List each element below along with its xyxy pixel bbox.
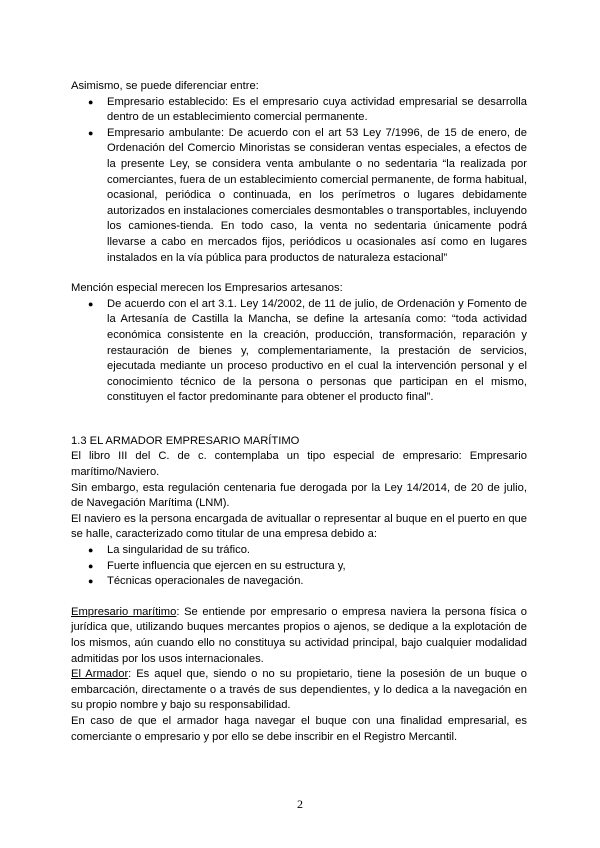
term-maritime: Empresario marítimo (71, 605, 177, 618)
list-item-text: Empresario establecido: Es el empresario cuya actividad empresarial se desarrolla dentro de un establecimiento comercial permanente. (107, 95, 527, 124)
list-item (71, 95, 527, 126)
definition-armador (71, 667, 527, 714)
definition-text: : Es aquel que, siendo o no su propietario, tiene la posesión de un buque o embarcación, directamente o a través de sus dependientes, y lo dedica a la navegación en su propio nombre y bajo su responsabilidad. (71, 668, 527, 712)
list-item (71, 297, 527, 406)
list-item (71, 574, 527, 590)
page-number: 2 (297, 797, 303, 811)
paragraph: Sin embargo, esta regulación centenaria fue derogada por la Ley 14/2014, de 20 de julio, de Navegación Marítima (LNM). (71, 481, 527, 510)
list-item-text: Empresario ambulante: De acuerdo con el art 53 Ley 7/1996, de 15 de enero, de Ordenación del Comercio Minoristas se consideran ventas especiales, a efectos de la presente Ley, se considera venta ambulante o no sedentaria “la realizada por comerciantes, fuera de un establecimiento comercial permanente, de forma habitual, ocasional, periódica o continuada, en los perímetros o lugares debidamente autorizados en instalaciones comerciales desmontables o transportables, incluyendo los camiones-tienda. En todo caso, la venta no sedentaria únicamente podrá llevarse a cabo en mercados fijos, periódicos u ocasionales así como en lugares instalados en la vía pública para productos de naturaleza estacional” (107, 126, 527, 264)
paragraph: El naviero es la persona encargada de avituallar o representar al buque en el puerto en que se halle, caracterizado como titular de una empresa debido a: (71, 512, 527, 541)
bullet-icon: ● (88, 96, 94, 107)
characteristics-list (71, 543, 527, 590)
list-item-text: Fuerte influencia que ejercen en su estructura y, (107, 559, 346, 572)
list-item (71, 559, 527, 575)
types-list (71, 95, 527, 267)
paragraph: El libro III del C. de c. contemplaba un tipo especial de empresario: Empresario marítimo/Naviero. (71, 450, 527, 479)
bullet-icon: ● (88, 127, 94, 138)
bullet-icon: ● (88, 560, 94, 571)
artisan-list (71, 297, 527, 406)
definition-maritime (71, 605, 527, 667)
list-item-text: La singularidad de su tráfico. (107, 544, 251, 557)
list-item (71, 543, 527, 559)
bullet-icon: ● (88, 545, 94, 556)
bullet-icon: ● (88, 576, 94, 587)
definition-text: : Se entiende por empresario o empresa naviera la persona física o jurídica que, utilizando buques mercantes propios o ajenos, se dedique a la explotación de los mismos, aún cuando ello no constituya su actividad principal, bajo cualquier modalidad admitidas por los usos internacionales. (71, 605, 527, 665)
bullet-icon: ● (88, 298, 94, 309)
page-content (71, 79, 527, 745)
list-item-text: De acuerdo con el art 3.1. Ley 14/2002, de 11 de julio, de Ordenación y Fomento de la Artesanía de Castilla la Mancha, se define la artesanía como: “toda actividad económica consistente en la creación, producción, transformación, reparación y restauración de bienes y, complementariamente, la prestación de servicios, ejecutada mediante un proceso productivo en el cual la intervención personal y el conocimiento técnico de la persona o personas que participan en el mismo, constituyen el factor predominante para obtener el producto final”. (107, 297, 527, 404)
intro-text: Asimismo, se puede diferenciar entre: (71, 80, 259, 92)
artisan-intro: Mención especial merecen los Empresarios artesanos: (71, 282, 343, 295)
closing-paragraph: En caso de que el armador haga navegar el buque con una finalidad empresarial, es comerciante o empresario y por ello se debe inscribir en el Registro Mercantil. (71, 714, 527, 743)
list-item (71, 126, 527, 266)
list-item-text: Técnicas operacionales de navegación. (107, 575, 304, 588)
section-heading: 1.3 EL ARMADOR EMPRESARIO MARÍTIMO (71, 434, 300, 447)
term-armador: El Armador (71, 668, 129, 681)
